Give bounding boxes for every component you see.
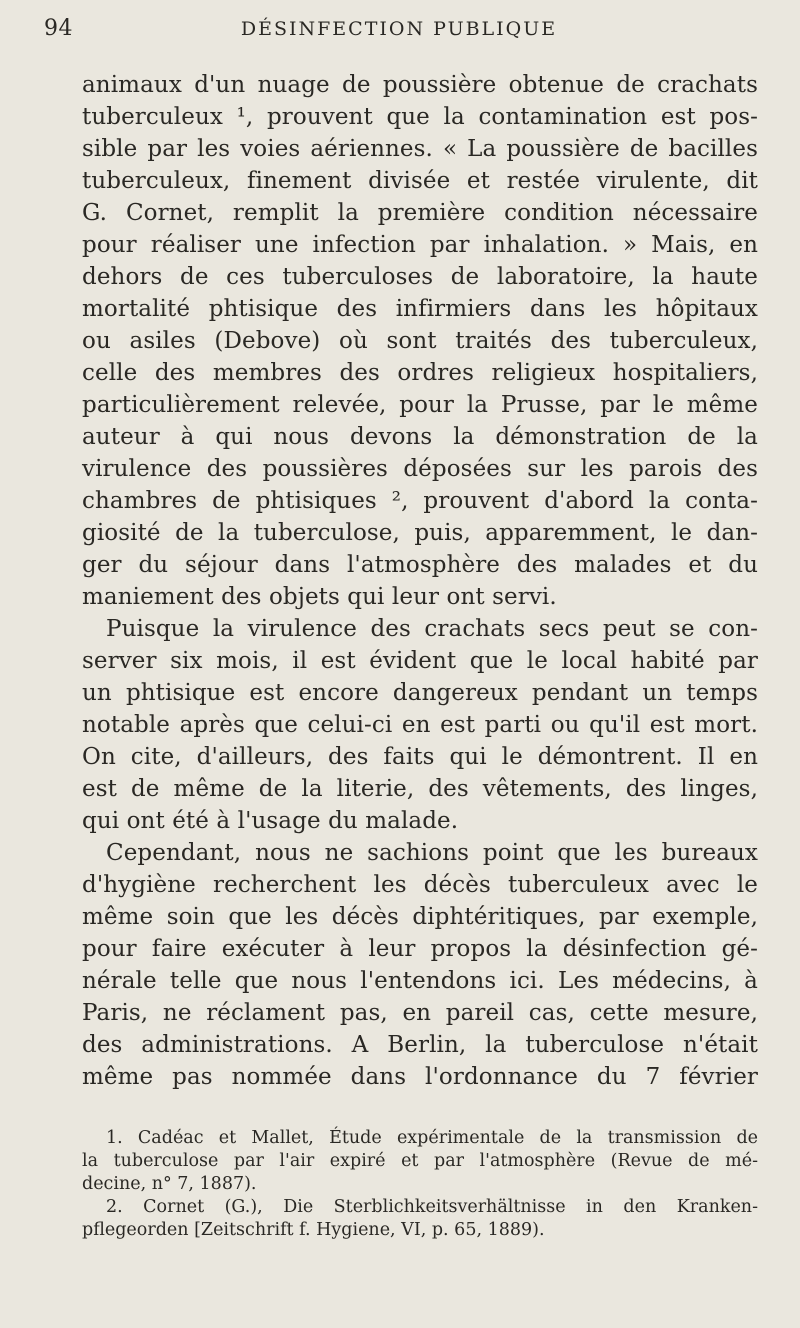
footnote-line: 2. Cornet (G.), Die Sterblichkeitsverhältnisse in den Kranken-: [106, 1197, 758, 1217]
text-line: celle des membres des ordres religieux hospitaliers,: [82, 360, 758, 386]
text-line: pour réaliser une infection par inhalation. » Mais, en: [82, 232, 758, 258]
text-line: particulièrement relevée, pour la Prusse, par le même: [82, 392, 758, 418]
text-line: notable après que celui-ci en est parti ou qu'il est mort.: [82, 712, 758, 738]
footnote-line: pflegeorden [Zeitschrift f. Hygiene, VI, p. 65, 1889).: [82, 1220, 545, 1240]
text-line: Cependant, nous ne sachions point que les bureaux: [106, 840, 758, 866]
text-line: maniement des objets qui leur ont servi.: [82, 584, 557, 610]
text-line: ou asiles (Debove) où sont traités des tuberculeux,: [82, 328, 758, 354]
text-line: ger du séjour dans l'atmosphère des malades et du: [82, 552, 758, 578]
text-line: giosité de la tuberculose, puis, apparemment, le dan-: [82, 520, 758, 546]
footnote-line: 1. Cadéac et Mallet, Étude expérimentale de la transmission de: [106, 1128, 758, 1148]
text-line: chambres de phtisiques ², prouvent d'abord la conta-: [82, 488, 758, 514]
text-line: même soin que les décès diphtéritiques, par exemple,: [82, 904, 758, 930]
text-line: sible par les voies aériennes. « La poussière de bacilles: [82, 136, 758, 162]
footnote-line: la tuberculose par l'air expiré et par l'atmosphère (Revue de mé-: [82, 1151, 758, 1171]
body-text: [82, 69, 758, 1093]
text-line: virulence des poussières déposées sur les parois des: [82, 456, 758, 482]
text-line: pour faire exécuter à leur propos la désinfection gé-: [82, 936, 758, 962]
text-line: qui ont été à l'usage du malade.: [82, 808, 459, 834]
text-line: tuberculeux ¹, prouvent que la contamination est pos-: [82, 104, 758, 130]
text-line: server six mois, il est évident que le local habité par: [82, 648, 758, 674]
footnote-line: decine, n° 7, 1887).: [82, 1174, 257, 1194]
page-number: 94: [44, 16, 73, 41]
text-line: dehors de ces tuberculoses de laboratoire, la haute: [82, 264, 758, 290]
text-line: d'hygiène recherchent les décès tuberculeux avec le: [82, 872, 758, 898]
text-line: tuberculeux, finement divisée et restée virulente, dit: [82, 168, 758, 194]
text-line: animaux d'un nuage de poussière obtenue de crachats: [82, 72, 758, 98]
running-head: DÉSINFECTION PUBLIQUE: [240, 18, 558, 40]
text-line: un phtisique est encore dangereux pendant un temps: [82, 680, 758, 706]
text-line: Paris, ne réclament pas, en pareil cas, cette mesure,: [82, 1000, 758, 1026]
text-line: des administrations. A Berlin, la tuberculose n'était: [82, 1032, 758, 1058]
text-line: G. Cornet, remplit la première condition nécessaire: [82, 200, 758, 226]
text-line: Puisque la virulence des crachats secs peut se con-: [106, 616, 758, 642]
text-line: On cite, d'ailleurs, des faits qui le démontrent. Il en: [82, 744, 758, 770]
footnotes: [82, 1127, 758, 1242]
text-line: auteur à qui nous devons la démonstration de la: [82, 424, 758, 450]
text-line: nérale telle que nous l'entendons ici. Les médecins, à: [82, 968, 758, 994]
page-header: [44, 16, 754, 46]
text-line: est de même de la literie, des vêtements, des linges,: [82, 776, 758, 802]
text-line: mortalité phtisique des infirmiers dans les hôpitaux: [82, 296, 758, 322]
text-line: même pas nommée dans l'ordonnance du 7 février: [82, 1064, 758, 1090]
